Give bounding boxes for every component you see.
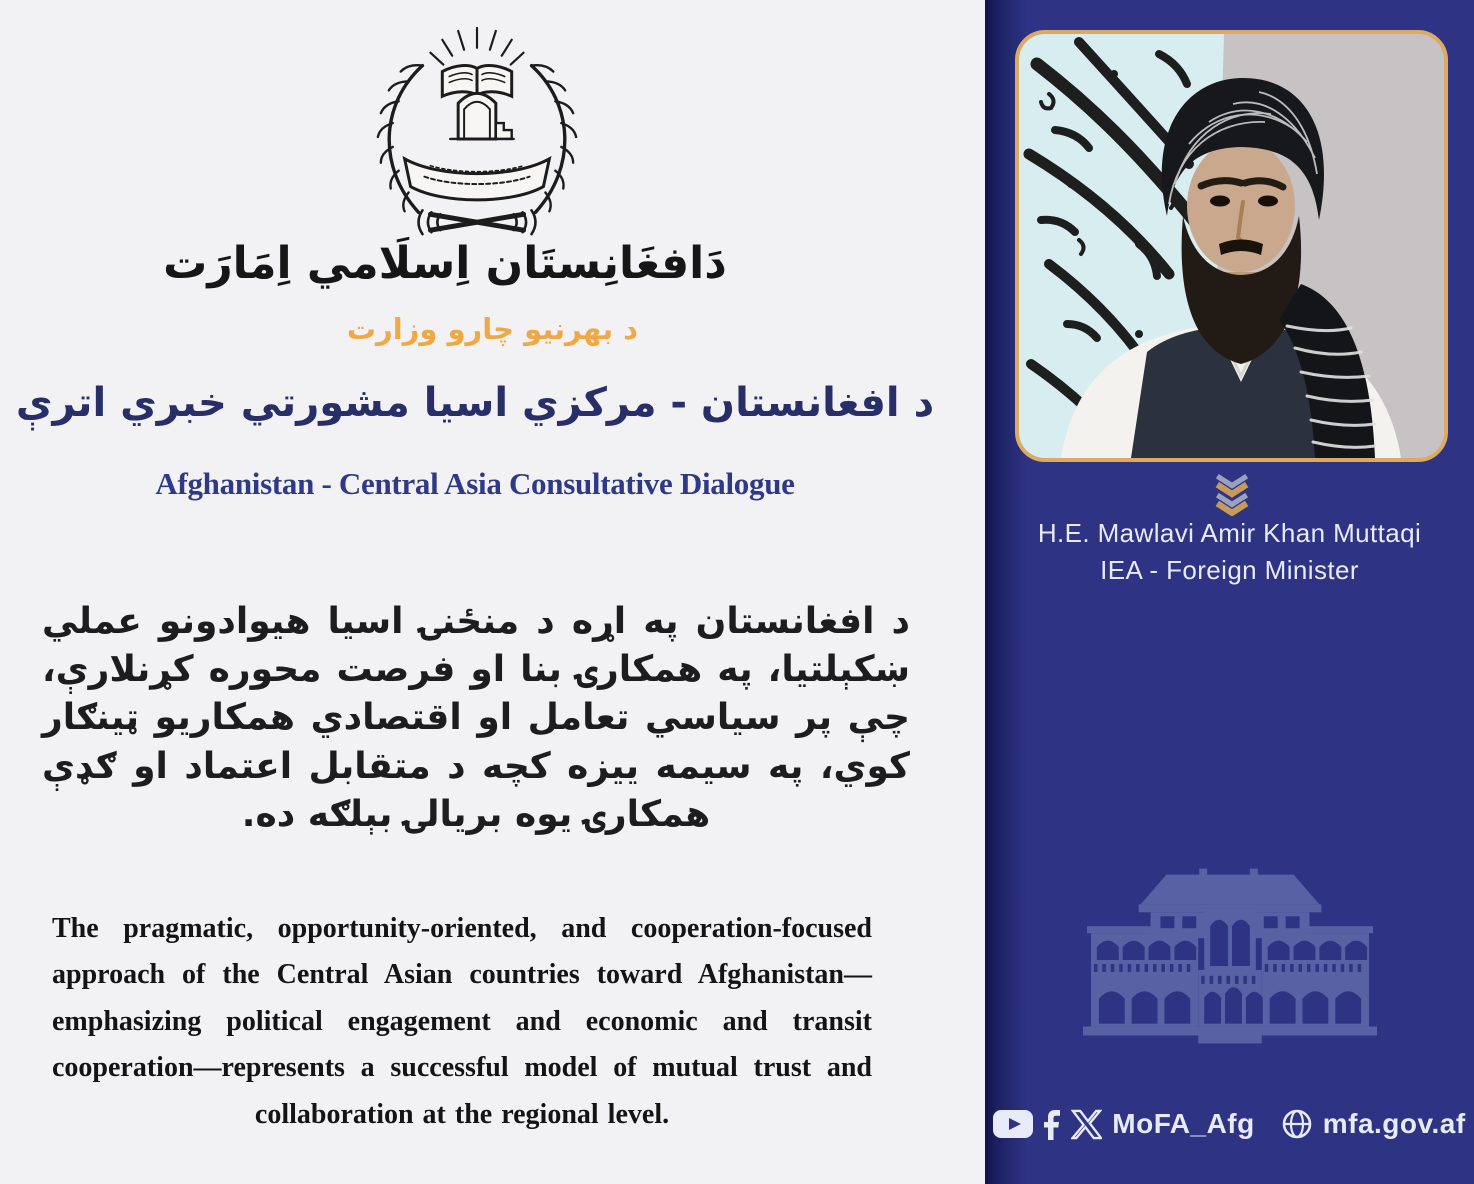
- right-panel: [985, 0, 1474, 1184]
- double-chevron-down-icon: [1210, 472, 1254, 516]
- emirate-calligraphy: دَافغَانِستَان اِسلَامي اِمَارَت: [163, 238, 727, 289]
- statement-pashto: د افغانستان په اړه د منځنۍ اسیا هیوادونو عملي ښکېلتیا، په همکارۍ بنا او فرصت محوره کړنلارې، چې پر سیاسي تعامل او اقتصادي همکاریو ټینګار کوي، په سیمه ییزه کچه د متقابل اعتماد او ګډې همکارۍ یوه بریالۍ بېلګه ده.: [42, 601, 910, 835]
- globe-icon[interactable]: [1281, 1108, 1313, 1140]
- social-handle[interactable]: MoFA_Afg: [1112, 1108, 1255, 1139]
- facebook-icon[interactable]: [1043, 1109, 1061, 1140]
- youtube-icon[interactable]: [993, 1110, 1033, 1138]
- statement-english: The pragmatic, opportunity-oriented, and cooperation-focused approach of the Central Asian countries toward Afghanistan—emphasizing political engagement and economic and transit cooperation—represents a successful model of mutual trust and collaboration at the regional level.: [52, 913, 872, 1130]
- event-title-english: Afghanistan - Central Asia Consultative Dialogue: [155, 466, 795, 501]
- event-title-pashto: د افغانستان - مرکزي اسیا مشورتي خبري اترې: [15, 380, 935, 426]
- ministry-name-pashto: د بهرنیو چارو وزارت: [346, 312, 639, 346]
- minister-portrait-photo: [1015, 30, 1448, 462]
- website-link[interactable]: mfa.gov.af: [1322, 1108, 1466, 1139]
- iea-national-emblem-icon: [352, 20, 602, 248]
- x-icon[interactable]: [1071, 1109, 1102, 1140]
- person-name: H.E. Mawlavi Amir Khan Muttaqi: [1037, 518, 1422, 548]
- mofa-building-illustration: [1081, 868, 1379, 1050]
- social-bar: [985, 1100, 1474, 1148]
- person-title: IEA - Foreign Minister: [1100, 555, 1359, 585]
